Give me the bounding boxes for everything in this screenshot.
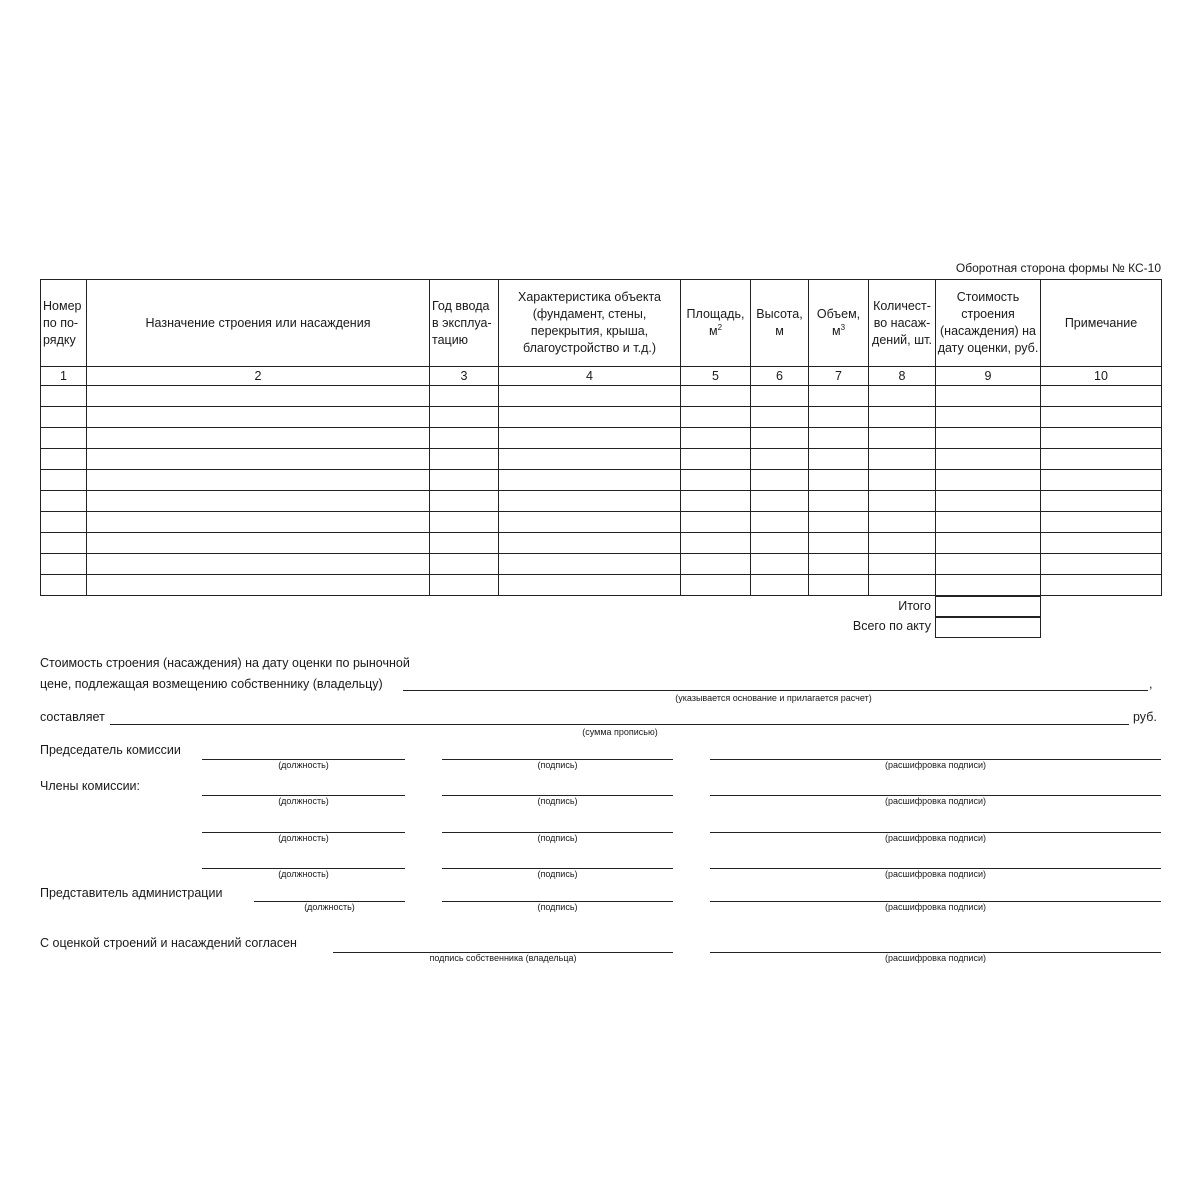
- table-row: [41, 386, 1162, 407]
- table-cell[interactable]: [809, 512, 869, 533]
- grand-total-field[interactable]: [935, 616, 1041, 638]
- table-cell[interactable]: [87, 386, 430, 407]
- position-hint: (должность): [278, 833, 329, 843]
- table-cell[interactable]: [809, 470, 869, 491]
- signature-decode-hint: (расшифровка подписи): [885, 833, 986, 843]
- table-cell[interactable]: [751, 386, 809, 407]
- valuation-line-1: Стоимость строения (насаждения) на дату оценки по рыночной: [40, 656, 410, 670]
- table-header-row: [41, 280, 1162, 367]
- table-cell[interactable]: [1041, 575, 1162, 596]
- table-cell[interactable]: [681, 491, 751, 512]
- column-number: 1: [41, 367, 87, 386]
- position-hint: (должность): [278, 869, 329, 879]
- column-number: 6: [751, 367, 809, 386]
- amount-hint: (сумма прописью): [582, 727, 658, 737]
- table-cell[interactable]: [430, 449, 499, 470]
- header-cost: Стоимость строения (насаждения) на дату оценки, руб.: [936, 280, 1041, 367]
- table-cell[interactable]: [87, 533, 430, 554]
- table-cell[interactable]: [1041, 428, 1162, 449]
- signature-hint: (подпись): [537, 869, 578, 879]
- table-cell[interactable]: [499, 512, 681, 533]
- table-cell[interactable]: [869, 386, 936, 407]
- table-cell[interactable]: [87, 575, 430, 596]
- signature-decode-hint: (расшифровка подписи): [885, 796, 986, 806]
- grand-total-row: [800, 616, 1041, 636]
- table-cell[interactable]: [41, 470, 87, 491]
- table-cell[interactable]: [87, 449, 430, 470]
- table-cell[interactable]: [499, 470, 681, 491]
- table-cell[interactable]: [936, 407, 1041, 428]
- table-cell[interactable]: [869, 554, 936, 575]
- table-cell[interactable]: [869, 575, 936, 596]
- column-number: 3: [430, 367, 499, 386]
- table-cell[interactable]: [751, 470, 809, 491]
- table-cell[interactable]: [809, 449, 869, 470]
- table-row: [41, 428, 1162, 449]
- table-cell[interactable]: [809, 386, 869, 407]
- basis-hint: (указывается основание и прилагается расчет): [675, 693, 872, 703]
- table-cell[interactable]: [430, 575, 499, 596]
- header-number: Номер по по-рядку: [41, 280, 87, 367]
- position-hint: (должность): [278, 760, 329, 770]
- owner-signature-hint: подпись собственника (владельца): [429, 953, 577, 963]
- table-cell[interactable]: [751, 449, 809, 470]
- table-cell[interactable]: [499, 533, 681, 554]
- owner-consent-label: С оценкой строений и насаждений согласен: [40, 936, 297, 950]
- valuation-line-2: цене, подлежащая возмещению собственнику (владельцу): [40, 677, 383, 691]
- table-cell[interactable]: [751, 554, 809, 575]
- valuation-comma: ,: [1149, 677, 1153, 691]
- table-row: [41, 512, 1162, 533]
- table-cell[interactable]: [41, 533, 87, 554]
- grand-total-label: Всего по акту: [852, 619, 931, 633]
- table-cell[interactable]: [41, 575, 87, 596]
- table-cell[interactable]: [869, 407, 936, 428]
- signature-decode-hint: (расшифровка подписи): [885, 760, 986, 770]
- basis-line[interactable]: [403, 690, 1148, 691]
- signature-decode-hint: (расшифровка подписи): [885, 869, 986, 879]
- header-volume: [809, 280, 869, 367]
- form-title: Оборотная сторона формы № КС-10: [955, 261, 1161, 275]
- header-plant-count: Количест-во насаж-дений, шт.: [869, 280, 936, 367]
- header-characteristics: Характеристика объекта (фундамент, стены, перекрытия, крыша, благоустройство и т.д.): [499, 280, 681, 367]
- table-cell[interactable]: [430, 554, 499, 575]
- table-cell[interactable]: [751, 512, 809, 533]
- table-cell[interactable]: [681, 386, 751, 407]
- table-cell[interactable]: [681, 407, 751, 428]
- table-cell[interactable]: [936, 512, 1041, 533]
- header-year: Год ввода в эксплуа-тацию: [430, 280, 499, 367]
- table-cell[interactable]: [41, 449, 87, 470]
- subtotal-field[interactable]: [935, 596, 1041, 618]
- table-cell[interactable]: [681, 470, 751, 491]
- header-note: Примечание: [1041, 280, 1162, 367]
- table-cell[interactable]: [751, 407, 809, 428]
- table-cell[interactable]: [41, 554, 87, 575]
- table-cell[interactable]: [751, 533, 809, 554]
- table-cell[interactable]: [430, 470, 499, 491]
- table-cell[interactable]: [87, 407, 430, 428]
- table-cell[interactable]: [869, 449, 936, 470]
- subtotal-row: [800, 596, 1041, 616]
- table-cell[interactable]: [936, 386, 1041, 407]
- column-number: 7: [809, 367, 869, 386]
- table-cell[interactable]: [936, 470, 1041, 491]
- table-cell[interactable]: [1041, 491, 1162, 512]
- header-height: Высота, м: [751, 280, 809, 367]
- table-cell[interactable]: [430, 491, 499, 512]
- chairman-label: Председатель комиссии: [40, 743, 181, 757]
- table-cell[interactable]: [430, 533, 499, 554]
- column-number: 5: [681, 367, 751, 386]
- table-cell[interactable]: [87, 491, 430, 512]
- column-number-row: [41, 367, 1162, 386]
- table-cell[interactable]: [809, 428, 869, 449]
- members-label: Члены комиссии:: [40, 779, 141, 793]
- column-number: 4: [499, 367, 681, 386]
- table-cell[interactable]: [681, 575, 751, 596]
- table-cell[interactable]: [41, 386, 87, 407]
- subtotal-label: Итого: [898, 599, 931, 613]
- position-hint: (должность): [278, 796, 329, 806]
- table-cell[interactable]: [1041, 554, 1162, 575]
- table-cell[interactable]: [936, 554, 1041, 575]
- table-cell[interactable]: [430, 407, 499, 428]
- table-cell[interactable]: [87, 428, 430, 449]
- table-cell[interactable]: [751, 491, 809, 512]
- table-cell[interactable]: [809, 575, 869, 596]
- owner-decode-hint: (расшифровка подписи): [885, 953, 986, 963]
- table-cell[interactable]: [41, 512, 87, 533]
- column-number: 8: [869, 367, 936, 386]
- position-hint: (должность): [304, 902, 355, 912]
- signature-hint: (подпись): [537, 760, 578, 770]
- header-area: [681, 280, 751, 367]
- table-cell[interactable]: [869, 491, 936, 512]
- header-purpose: Назначение строения или насаждения: [87, 280, 430, 367]
- table-cell[interactable]: [681, 533, 751, 554]
- signature-hint: (подпись): [537, 902, 578, 912]
- table-cell[interactable]: [1041, 533, 1162, 554]
- table-row: [41, 554, 1162, 575]
- admin-label: Представитель администрации: [40, 886, 223, 900]
- table-cell[interactable]: [809, 491, 869, 512]
- table-cell[interactable]: [936, 449, 1041, 470]
- amount-line[interactable]: [110, 724, 1129, 725]
- table-cell[interactable]: [87, 470, 430, 491]
- table-cell[interactable]: [499, 449, 681, 470]
- table-cell[interactable]: [499, 386, 681, 407]
- signature-hint: (подпись): [537, 796, 578, 806]
- table-cell[interactable]: [41, 491, 87, 512]
- header-volume-label: Объем, м: [816, 307, 861, 338]
- table-cell[interactable]: [936, 575, 1041, 596]
- amount-label: составляет: [40, 710, 105, 724]
- table-cell[interactable]: [936, 533, 1041, 554]
- table-cell[interactable]: [1041, 407, 1162, 428]
- header-volume-superscript: 3: [840, 323, 846, 332]
- table-cell[interactable]: [1041, 470, 1162, 491]
- table-cell[interactable]: [869, 533, 936, 554]
- signature-hint: (подпись): [537, 833, 578, 843]
- signature-decode-hint: (расшифровка подписи): [885, 902, 986, 912]
- table-cell[interactable]: [869, 512, 936, 533]
- table-cell[interactable]: [681, 449, 751, 470]
- table-cell[interactable]: [936, 428, 1041, 449]
- header-area-label: Площадь, м: [686, 307, 745, 338]
- table-cell[interactable]: [809, 533, 869, 554]
- table-cell[interactable]: [41, 407, 87, 428]
- table-cell[interactable]: [499, 407, 681, 428]
- table-row: [41, 533, 1162, 554]
- column-number: 10: [1041, 367, 1162, 386]
- valuation-table: [40, 279, 1162, 596]
- table-row: [41, 470, 1162, 491]
- column-number: 9: [936, 367, 1041, 386]
- table-cell[interactable]: [869, 428, 936, 449]
- table-row: [41, 449, 1162, 470]
- amount-unit: руб.: [1133, 710, 1157, 724]
- table-cell[interactable]: [41, 428, 87, 449]
- table-cell[interactable]: [499, 428, 681, 449]
- table-row: [41, 491, 1162, 512]
- table-cell[interactable]: [936, 491, 1041, 512]
- table-cell[interactable]: [869, 470, 936, 491]
- table-cell[interactable]: [751, 428, 809, 449]
- column-number: 2: [87, 367, 430, 386]
- table-cell[interactable]: [681, 554, 751, 575]
- table-cell[interactable]: [499, 575, 681, 596]
- blank-rows: [41, 386, 1162, 596]
- header-area-superscript: 2: [717, 323, 723, 332]
- table-cell[interactable]: [499, 554, 681, 575]
- table-cell[interactable]: [809, 554, 869, 575]
- table-cell[interactable]: [1041, 449, 1162, 470]
- table-cell[interactable]: [430, 386, 499, 407]
- table-cell[interactable]: [1041, 386, 1162, 407]
- table-cell[interactable]: [430, 428, 499, 449]
- table-cell[interactable]: [681, 512, 751, 533]
- table-cell[interactable]: [681, 428, 751, 449]
- table-cell[interactable]: [1041, 512, 1162, 533]
- table-cell[interactable]: [87, 512, 430, 533]
- table-row: [41, 407, 1162, 428]
- table-row: [41, 575, 1162, 596]
- table-cell[interactable]: [751, 575, 809, 596]
- table-cell[interactable]: [430, 512, 499, 533]
- table-cell[interactable]: [87, 554, 430, 575]
- table-cell[interactable]: [809, 407, 869, 428]
- table-cell[interactable]: [499, 491, 681, 512]
